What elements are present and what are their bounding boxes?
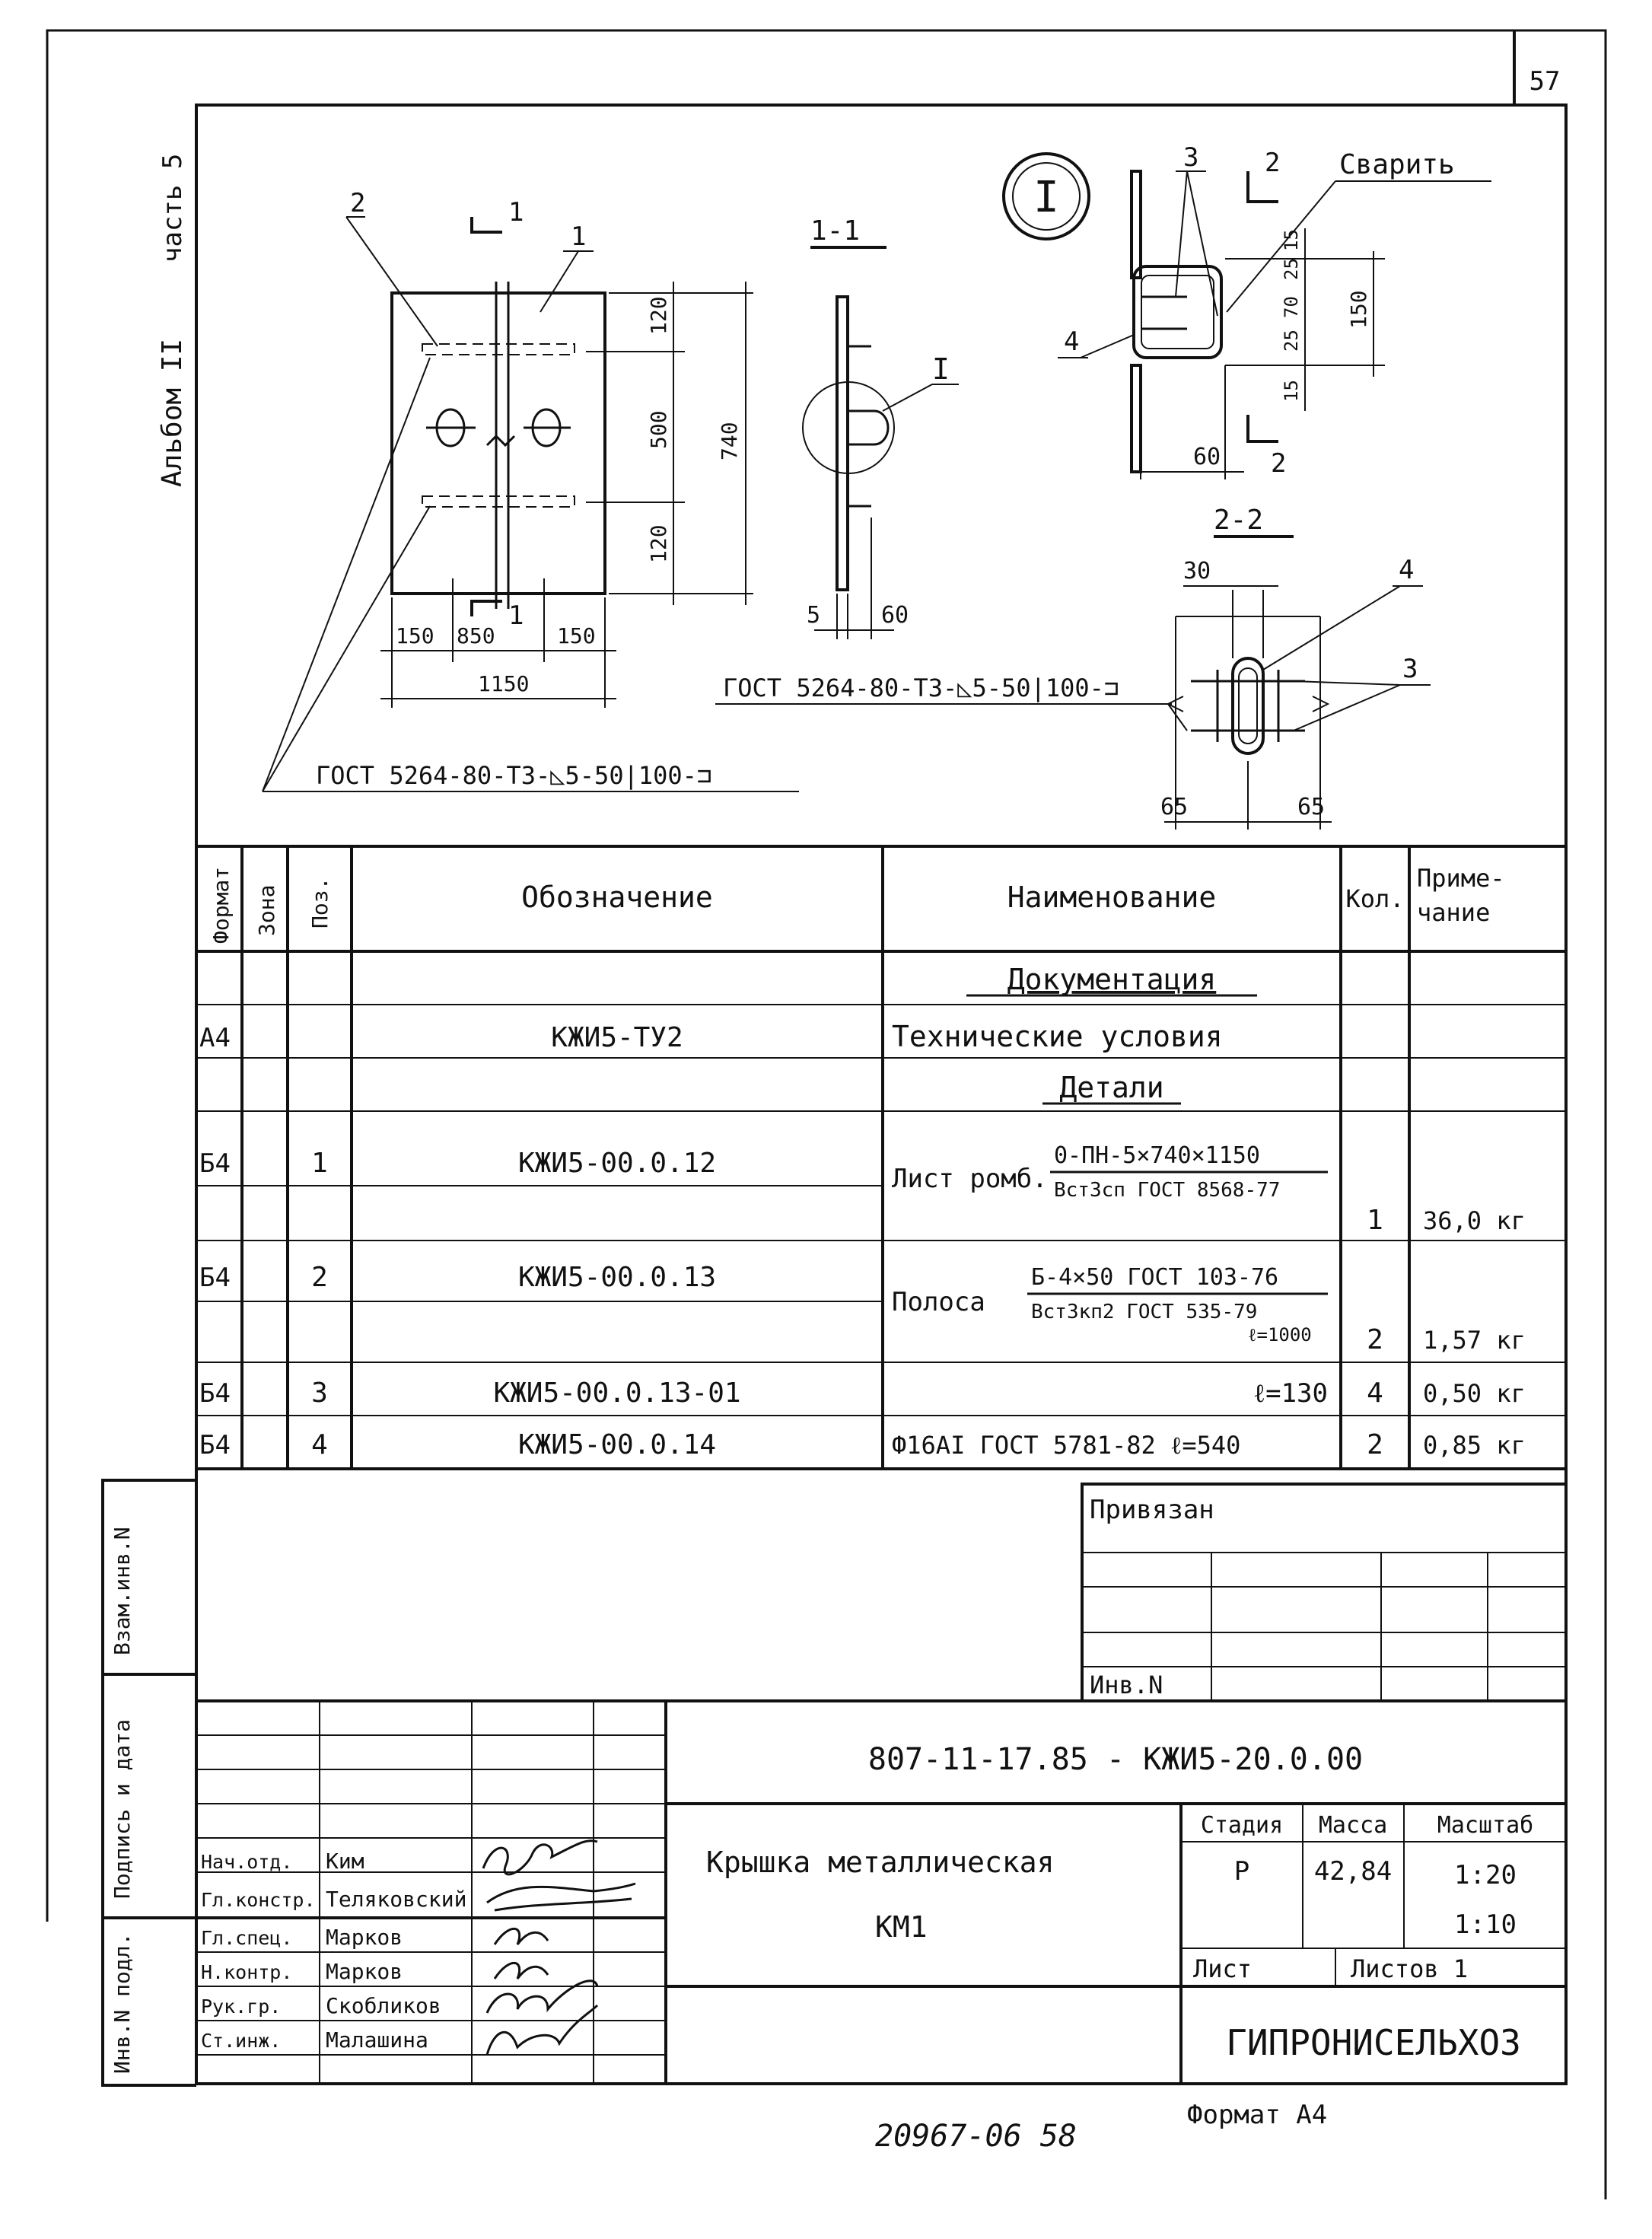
privyazan-inv: Инв.N (1090, 1670, 1163, 1699)
dim-65-right: 65 (1297, 794, 1326, 820)
row2-pos: 2 (311, 1262, 328, 1293)
row2-name-prefix: Полоса (892, 1287, 985, 1317)
row1-qty: 1 (1367, 1205, 1383, 1236)
section-mark-top-label: 1 (508, 197, 524, 228)
dim-15-bottom: 15 (1281, 380, 1302, 402)
section-1-1 (803, 215, 959, 639)
privyazan-title: Привязан (1090, 1495, 1214, 1525)
weld-label: Сварить (1339, 149, 1455, 180)
detail-pos4-label: 4 (1064, 326, 1080, 357)
dim-150-right: 150 (557, 623, 596, 648)
section-1-1-title: 1-1 (810, 215, 861, 247)
dim-25-top: 25 (1281, 258, 1302, 280)
mass-value: 42,84 (1313, 1856, 1393, 1887)
signer6-name: Малашина (326, 2027, 428, 2053)
header-qty: Кол. (1345, 884, 1405, 913)
header-pos: Поз. (307, 877, 333, 928)
plate-lower (1132, 365, 1141, 472)
sheets-label: Листов 1 (1351, 1954, 1469, 1983)
title-block (196, 1701, 1566, 2085)
detail-I (1004, 142, 1491, 479)
dim-150: 150 (1346, 290, 1371, 329)
doc-designation: КЖИ5-ТУ2 (551, 1022, 683, 1053)
dim-850: 850 (457, 623, 495, 648)
signer1-role: Нач.отд. (201, 1851, 293, 1873)
row4-designation: КЖИ5-00.0.14 (517, 1429, 717, 1460)
signer2-role: Гл.констр. (201, 1889, 316, 1911)
dim-740: 740 (717, 422, 742, 460)
archive-stamp: 20967-06 58 (875, 2119, 1077, 2154)
detail-pos2-label: 2 (1265, 148, 1281, 178)
stage-label: Стадия (1200, 1812, 1284, 1839)
row2-qty: 2 (1367, 1324, 1383, 1355)
signer2-name: Теляковский (326, 1887, 467, 1912)
section-mark-2-label: 2 (1271, 448, 1287, 479)
section-pos3-label: 3 (1402, 654, 1418, 684)
doc-name: Технические условия (892, 1020, 1223, 1053)
detail-pos3-label: 3 (1183, 142, 1199, 173)
leader-3 (1294, 681, 1400, 685)
mass-label: Масса (1318, 1812, 1388, 1839)
row2-note: 1,57 кг (1423, 1326, 1526, 1355)
dim-1150: 1150 (478, 671, 530, 696)
plate-upper (1132, 171, 1141, 278)
sheet-label: Лист (1193, 1954, 1253, 1983)
dim-500: 500 (646, 410, 671, 449)
vzam-inv-label: Взам.инв.N (110, 1527, 135, 1655)
dim-30: 30 (1183, 558, 1211, 584)
section-mark-bottom (472, 601, 502, 616)
leader-3 (1187, 171, 1218, 316)
doc-format: А4 (199, 1023, 231, 1053)
signer4-role: Н.контр. (201, 1961, 293, 1983)
row2-name-den: Вст3кп2 ГОСТ 535-79 (1031, 1301, 1258, 1323)
row1-designation: КЖИ5-00.0.12 (517, 1148, 717, 1179)
row2-name-num: Б-4×50 ГОСТ 103-76 (1031, 1264, 1279, 1291)
section-details: Детали (1059, 1071, 1164, 1104)
inv-podl-label: Инв.N подл. (110, 1932, 135, 2074)
sheet-number: 57 (1529, 66, 1561, 97)
anchor-section-inner (1239, 668, 1257, 744)
row1-pos: 1 (311, 1148, 328, 1179)
dim-5: 5 (807, 602, 821, 629)
album-label: Альбом II (157, 338, 188, 487)
row1-name-prefix: Лист ромб. (892, 1164, 1048, 1194)
row3-pos: 3 (311, 1377, 328, 1409)
dim-25-bottom: 25 (1281, 330, 1302, 352)
section-documentation: Документация (1007, 963, 1217, 996)
section-2-2-title: 2-2 (1214, 505, 1264, 536)
row4-qty: 2 (1367, 1429, 1383, 1460)
dim-150-left: 150 (396, 623, 434, 648)
row1-format: Б4 (199, 1148, 231, 1179)
main-pos2-label: 2 (350, 188, 366, 218)
strip-loop-inner (1141, 275, 1214, 349)
signature-2 (487, 1884, 635, 1910)
part-label: часть 5 (158, 153, 188, 263)
leader-pos1 (540, 251, 578, 312)
scale-value-2: 1:10 (1454, 1909, 1517, 1940)
detail-ref-label: I (932, 352, 950, 386)
leader-3 (1294, 685, 1400, 731)
header-note-1: Приме- (1417, 864, 1505, 893)
plate-outline (392, 293, 605, 594)
dim-65-left: 65 (1160, 794, 1189, 820)
privyazan-block (1082, 1484, 1566, 1701)
row4-note: 0,85 кг (1423, 1431, 1526, 1460)
row2-name-extra: ℓ=1000 (1248, 1324, 1312, 1346)
dim-60: 60 (881, 602, 909, 629)
signer3-role: Гл.спец. (201, 1927, 293, 1949)
signer5-role: Рук.гр. (201, 1995, 282, 2018)
dim-120-bottom: 120 (646, 524, 671, 563)
row1-name-num: 0-ПН-5×740×1150 (1054, 1142, 1260, 1169)
dim-60-detail: 60 (1193, 444, 1221, 470)
weld-leader (263, 506, 430, 791)
signer3-name: Марков (326, 1925, 403, 1950)
signature-3 (495, 1928, 548, 1944)
section-mark-top (472, 217, 502, 232)
dim-15-top: 15 (1281, 229, 1302, 251)
row4-pos: 4 (311, 1429, 328, 1460)
row2-format: Б4 (199, 1263, 231, 1293)
section-plate (837, 297, 848, 590)
stage-value: Р (1233, 1856, 1250, 1887)
row1-note: 36,0 кг (1423, 1206, 1526, 1235)
detail-leader (883, 384, 932, 411)
section-mark-2-bottom (1248, 415, 1278, 441)
row3-qty: 4 (1367, 1377, 1383, 1409)
product-name-line2: КМ1 (875, 1910, 928, 1944)
row4-format: Б4 (199, 1430, 231, 1460)
organization: ГИПРОНИСЕЛЬХОЗ (1226, 2022, 1521, 2063)
scale-value-1: 1:20 (1454, 1860, 1517, 1890)
format-label: Формат А4 (1187, 2100, 1328, 2130)
row2-designation: КЖИ5-00.0.13 (517, 1262, 717, 1293)
dim-120-top: 120 (646, 296, 671, 335)
scale-label: Масштаб (1437, 1812, 1534, 1839)
row1-name-den: Вст3сп ГОСТ 8568-77 (1054, 1179, 1281, 1202)
header-zone: Зона (254, 884, 279, 936)
section-mark-bottom-label: 1 (508, 600, 524, 631)
signature-1 (483, 1841, 597, 1874)
dim-70: 70 (1281, 296, 1302, 318)
header-name: Наименование (1007, 881, 1217, 914)
drawing-code: 807-11-17.85 - КЖИ5-20.0.00 (867, 1742, 1364, 1777)
leader-4 (1263, 586, 1400, 670)
header-note-2: чание (1417, 898, 1491, 927)
signature-6 (487, 2005, 597, 2055)
signer1-name: Ким (326, 1849, 364, 1874)
row3-name: ℓ=130 (1253, 1378, 1328, 1409)
detail-I-label: I (1033, 173, 1059, 222)
header-designation: Обозначение (521, 881, 713, 914)
leader-4 (1081, 335, 1134, 358)
anchor-section (1233, 658, 1263, 753)
signer5-name: Скобликов (326, 1993, 441, 2018)
signer4-name: Марков (326, 1959, 403, 1984)
row3-note: 0,50 кг (1423, 1379, 1526, 1408)
signature-4 (495, 1963, 548, 1979)
anchor-loop (848, 411, 888, 444)
podpis-label: Подпись и дата (110, 1718, 135, 1899)
signer6-role: Ст.инж. (201, 2030, 282, 2052)
header-format: Формат (208, 866, 234, 944)
row3-format: Б4 (199, 1378, 231, 1409)
main-plan-view (263, 188, 799, 791)
section-2-2 (715, 505, 1431, 830)
break-mark (487, 436, 514, 445)
weld-note-section: ГОСТ 5264-80-Т3-◺5-50|100-⊐ (723, 674, 1119, 702)
strip-bottom (422, 496, 575, 507)
product-name-line1: Крышка металлическая (706, 1846, 1055, 1879)
strip-top (422, 344, 575, 355)
weld-leader (263, 358, 430, 791)
row4-name: Ф16АI ГОСТ 5781-82 ℓ=540 (892, 1431, 1241, 1460)
row3-designation: КЖИ5-00.0.13-01 (493, 1377, 741, 1409)
main-pos1-label: 1 (571, 221, 587, 252)
spec-table (196, 846, 1566, 1469)
weld-note-main: ГОСТ 5264-80-Т3-◺5-50|100-⊐ (316, 761, 712, 790)
leader-3 (1176, 171, 1187, 297)
section-pos4-label: 4 (1399, 555, 1415, 585)
